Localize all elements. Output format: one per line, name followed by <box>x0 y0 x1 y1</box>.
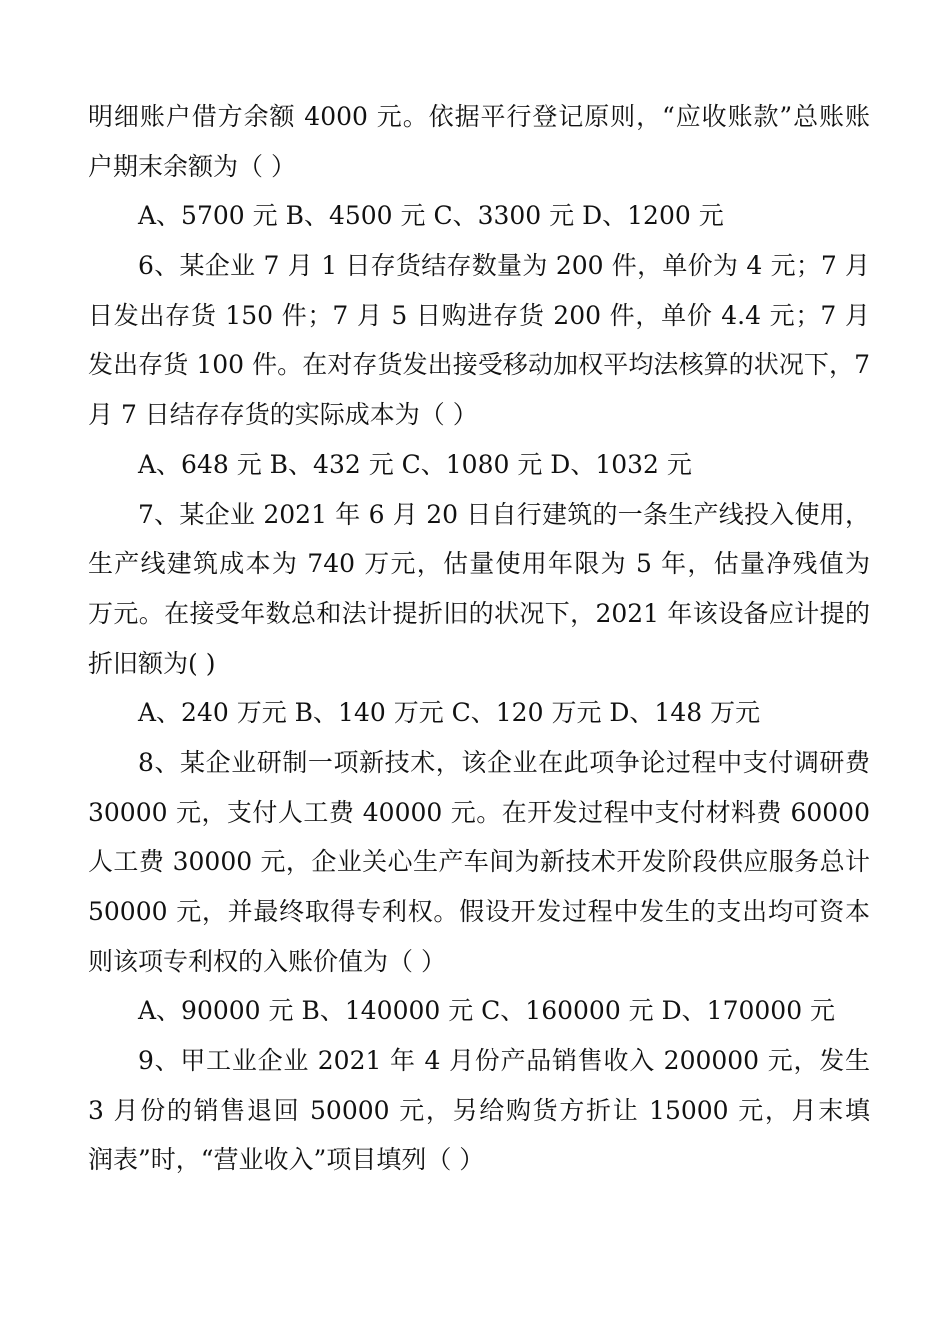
text-line: 折旧额为( ) <box>88 648 216 678</box>
text-line: 润表”时，“营业收入”项目填列（ ） <box>88 1145 485 1175</box>
text-line: 生产线建筑成本为 740 万元，估量使用年限为 5 年，估量净残值为 <box>88 549 870 579</box>
document-body <box>88 92 870 1185</box>
answer-options-q6: A、648 元 B、432 元 C、1080 元 D、1032 元 <box>138 449 692 479</box>
answer-options-q7: A、240 万元 B、140 万元 C、120 万元 D、148 万元 <box>138 698 761 728</box>
question-6-start: 6、某企业 7 月 1 日存货结存数量为 200 件，单价为 4 元；7 月 <box>138 251 870 281</box>
answer-options-q5: A、5700 元 B、4500 元 C、3300 元 D、1200 元 <box>138 201 724 231</box>
text-line: 月 7 日结存存货的实际成本为（ ） <box>88 400 478 430</box>
text-line: 3 月份的销售退回 50000 元，另给购货方折让 15000 元，月末填 <box>88 1095 870 1125</box>
text-line: 30000 元，支付人工费 40000 元。在开发过程中支付材料费 60000 <box>88 797 870 827</box>
text-line: 日发出存货 150 件；7 月 5 日购进存货 200 件，单价 4.4 元；7 月 <box>88 300 870 330</box>
text-line: 则该项专利权的入账价值为（ ） <box>88 946 446 976</box>
text-line: 发出存货 100 件。在对存货发出接受移动加权平均法核算的状况下，7 <box>88 350 870 380</box>
question-9-start: 9、甲工业企业 2021 年 4 月份产品销售收入 200000 元，发生 <box>138 1046 870 1076</box>
text-line: 50000 元，并最终取得专利权。假设开发过程中发生的支出均可资本 <box>88 897 870 926</box>
text-line: 户期末余额为（ ） <box>88 151 296 181</box>
question-7-start: 7、某企业 2021 年 6 月 20 日自行建筑的一条生产线投入使用， <box>138 499 870 529</box>
text-line: 明细账户借方余额 4000 元。依据平行登记原则，“应收账款”总账账 <box>88 102 870 131</box>
answer-options-q8: A、90000 元 B、140000 元 C、160000 元 D、170000 元 <box>138 996 836 1026</box>
text-line: 人工费 30000 元，企业关心生产车间为新技术开发阶段供应服务总计 <box>88 847 870 877</box>
text-line: 万元。在接受年数总和法计提折旧的状况下，2021 年该设备应计提的 <box>88 598 870 628</box>
question-8-start: 8、某企业研制一项新技术，该企业在此项争论过程中支付调研费 <box>138 747 870 777</box>
